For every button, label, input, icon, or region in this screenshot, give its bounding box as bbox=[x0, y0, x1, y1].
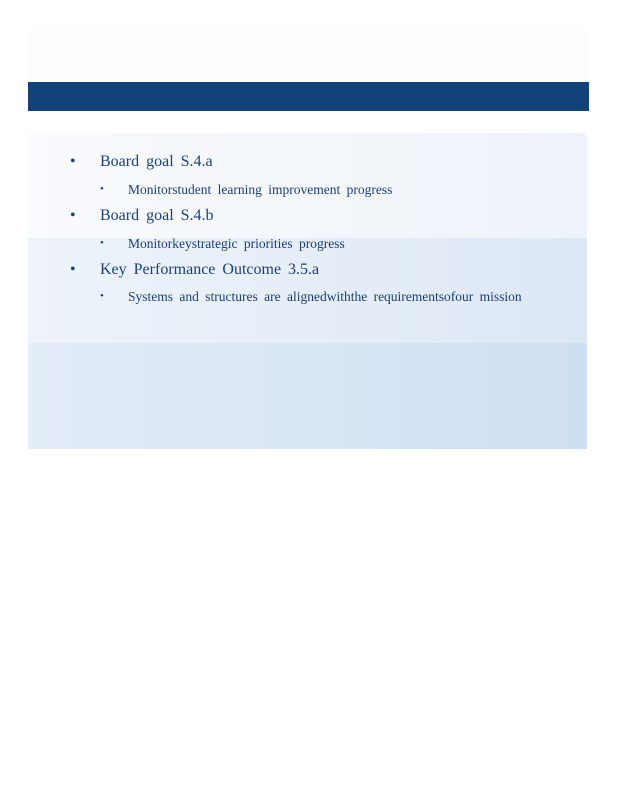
list-item-label: Key Performance Outcome 3.5.a bbox=[100, 261, 320, 278]
sub-item-label: Monitorkeystrategic priorities progress bbox=[128, 236, 345, 251]
bullet-icon: • bbox=[70, 261, 76, 278]
bullet-icon: • bbox=[100, 183, 104, 195]
bullet-list bbox=[28, 28, 589, 449]
bullet-icon: • bbox=[100, 237, 104, 249]
sub-item-label: Monitorstudent learning improvement progress bbox=[128, 182, 393, 197]
slide bbox=[28, 28, 589, 449]
sub-item-label: Systems and structures are alignedwiththe requirementsofour mission bbox=[128, 289, 522, 304]
bullet-icon: • bbox=[70, 153, 76, 170]
bullet-icon: • bbox=[70, 207, 76, 224]
list-item-label: Board goal S.4.a bbox=[100, 153, 213, 170]
bullet-icon: • bbox=[100, 290, 104, 302]
list-item-label: Board goal S.4.b bbox=[100, 207, 214, 224]
